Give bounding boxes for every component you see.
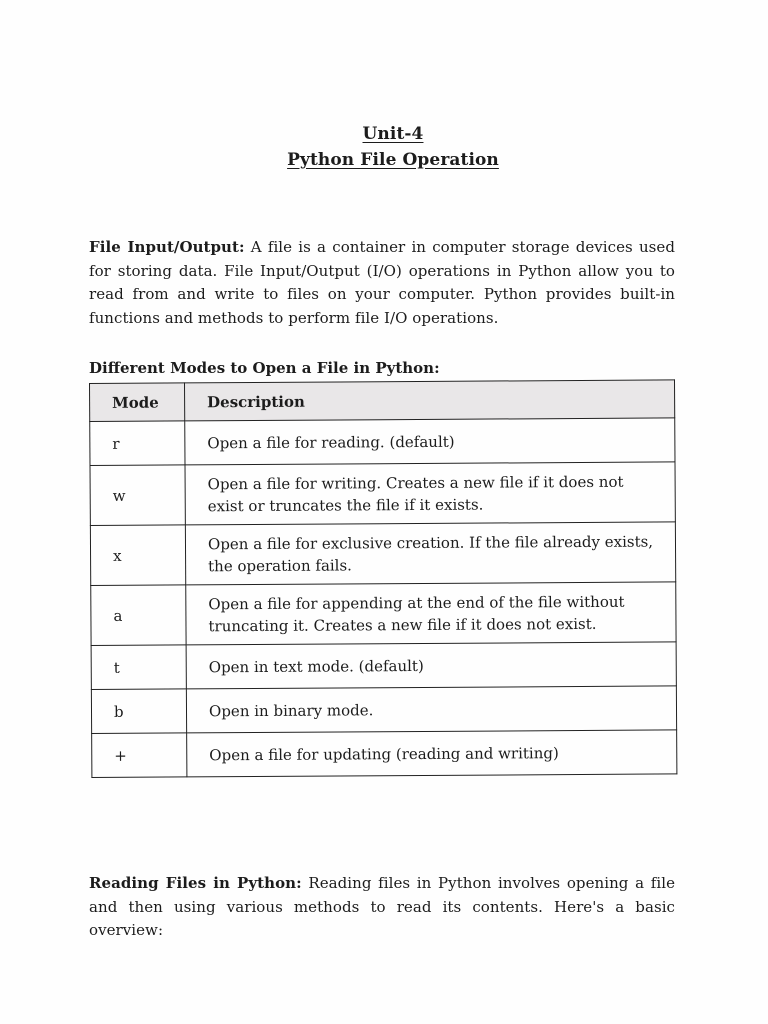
- mode-cell: +: [92, 733, 187, 778]
- mode-cell: b: [91, 689, 186, 734]
- table-row: [90, 462, 675, 526]
- description-cell: Open a file for writing. Creates a new file if it does not exist or truncates the file if it exists.: [185, 462, 675, 525]
- description-cell: Open in binary mode.: [186, 686, 676, 733]
- file-io-paragraph: [89, 236, 675, 330]
- description-cell: Open a file for reading. (default): [185, 418, 675, 465]
- table-row: [91, 642, 676, 690]
- table-header-row: [90, 380, 675, 422]
- file-modes-table: [89, 379, 677, 778]
- description-cell: Open in text mode. (default): [186, 642, 676, 689]
- title-block: [0, 124, 768, 170]
- reading-files-text: Reading files in Python involves opening a file and then using various methods to read its contents. Here's a basic overview:: [89, 874, 675, 939]
- description-cell: Open a file for appending at the end of the file without truncating it. Creates a new file if it does not exist.: [186, 582, 676, 645]
- description-cell: Open a file for updating (reading and writing): [187, 730, 677, 777]
- column-header-description: Description: [185, 380, 675, 421]
- mode-cell: x: [90, 525, 185, 586]
- mode-cell: r: [90, 421, 185, 466]
- table-row: [92, 730, 677, 778]
- modes-heading: Different Modes to Open a File in Python:: [89, 359, 440, 377]
- file-io-text: A file is a container in computer storage devices used for storing data. File Input/Output (I/O) operations in Python allow you to read from and write to files on your computer. Python provides built-in functions and methods to perform file I/O operations.: [89, 238, 675, 327]
- unit-title: Unit-4: [362, 124, 424, 144]
- reading-files-paragraph: [89, 872, 675, 943]
- file-io-term: File Input/Output:: [89, 238, 245, 256]
- table-row: [91, 686, 676, 734]
- mode-cell: w: [90, 465, 185, 526]
- table-row: [90, 418, 675, 466]
- page-title: Python File Operation: [287, 150, 499, 170]
- column-header-mode: Mode: [90, 383, 185, 422]
- reading-files-term: Reading Files in Python:: [89, 874, 302, 892]
- table-row: [91, 582, 676, 646]
- description-cell: Open a file for exclusive creation. If the file already exists, the operation fails.: [185, 522, 675, 585]
- mode-cell: t: [91, 645, 186, 690]
- mode-cell: a: [91, 585, 186, 646]
- table-row: [90, 522, 675, 586]
